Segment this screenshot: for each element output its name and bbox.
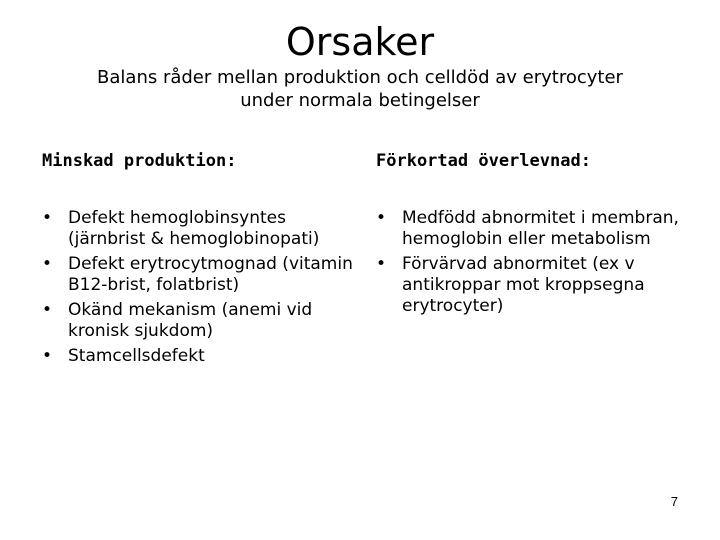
page-number: 7 (670, 494, 678, 509)
subtitle-line-2: under normala betingelser (240, 90, 480, 111)
right-bullet-list (376, 208, 686, 317)
list-item (42, 254, 360, 296)
list-item-text: Defekt hemoglobinsyntes (järnbrist & hemoglobinopati) (68, 208, 320, 249)
list-item (376, 208, 686, 250)
subtitle-line-1: Balans råder mellan produktion och celldöd av erytrocyter (97, 67, 623, 88)
bullet-dot-icon: • (376, 254, 387, 274)
bullet-dot-icon: • (42, 208, 53, 228)
slide-title: Orsaker (285, 20, 435, 64)
bullet-dot-icon: • (42, 346, 53, 366)
left-column (42, 150, 360, 371)
list-item-text: Okänd mekanism (anemi vid kronisk sjukdom) (68, 300, 313, 341)
right-column (376, 150, 686, 321)
right-column-heading: Förkortad överlevnad: (376, 151, 591, 171)
list-item-text: Förvärvad abnormitet (ex v antikroppar mot kroppsegna erytrocyter) (402, 254, 645, 316)
list-item-text: Defekt erytrocytmognad (vitamin B12-brist, folatbrist) (68, 254, 353, 295)
bullet-dot-icon: • (42, 254, 53, 274)
slide-subtitle (40, 66, 680, 112)
list-item (376, 254, 686, 317)
list-item-text: Stamcellsdefekt (68, 346, 205, 366)
list-item-text: Medfödd abnormitet i membran, hemoglobin eller metabolism (402, 208, 679, 249)
list-item (42, 346, 360, 367)
bullet-dot-icon: • (376, 208, 387, 228)
left-column-heading: Minskad produktion: (42, 151, 237, 171)
list-item (42, 300, 360, 342)
list-item (42, 208, 360, 250)
left-bullet-list (42, 208, 360, 367)
bullet-dot-icon: • (42, 300, 53, 320)
